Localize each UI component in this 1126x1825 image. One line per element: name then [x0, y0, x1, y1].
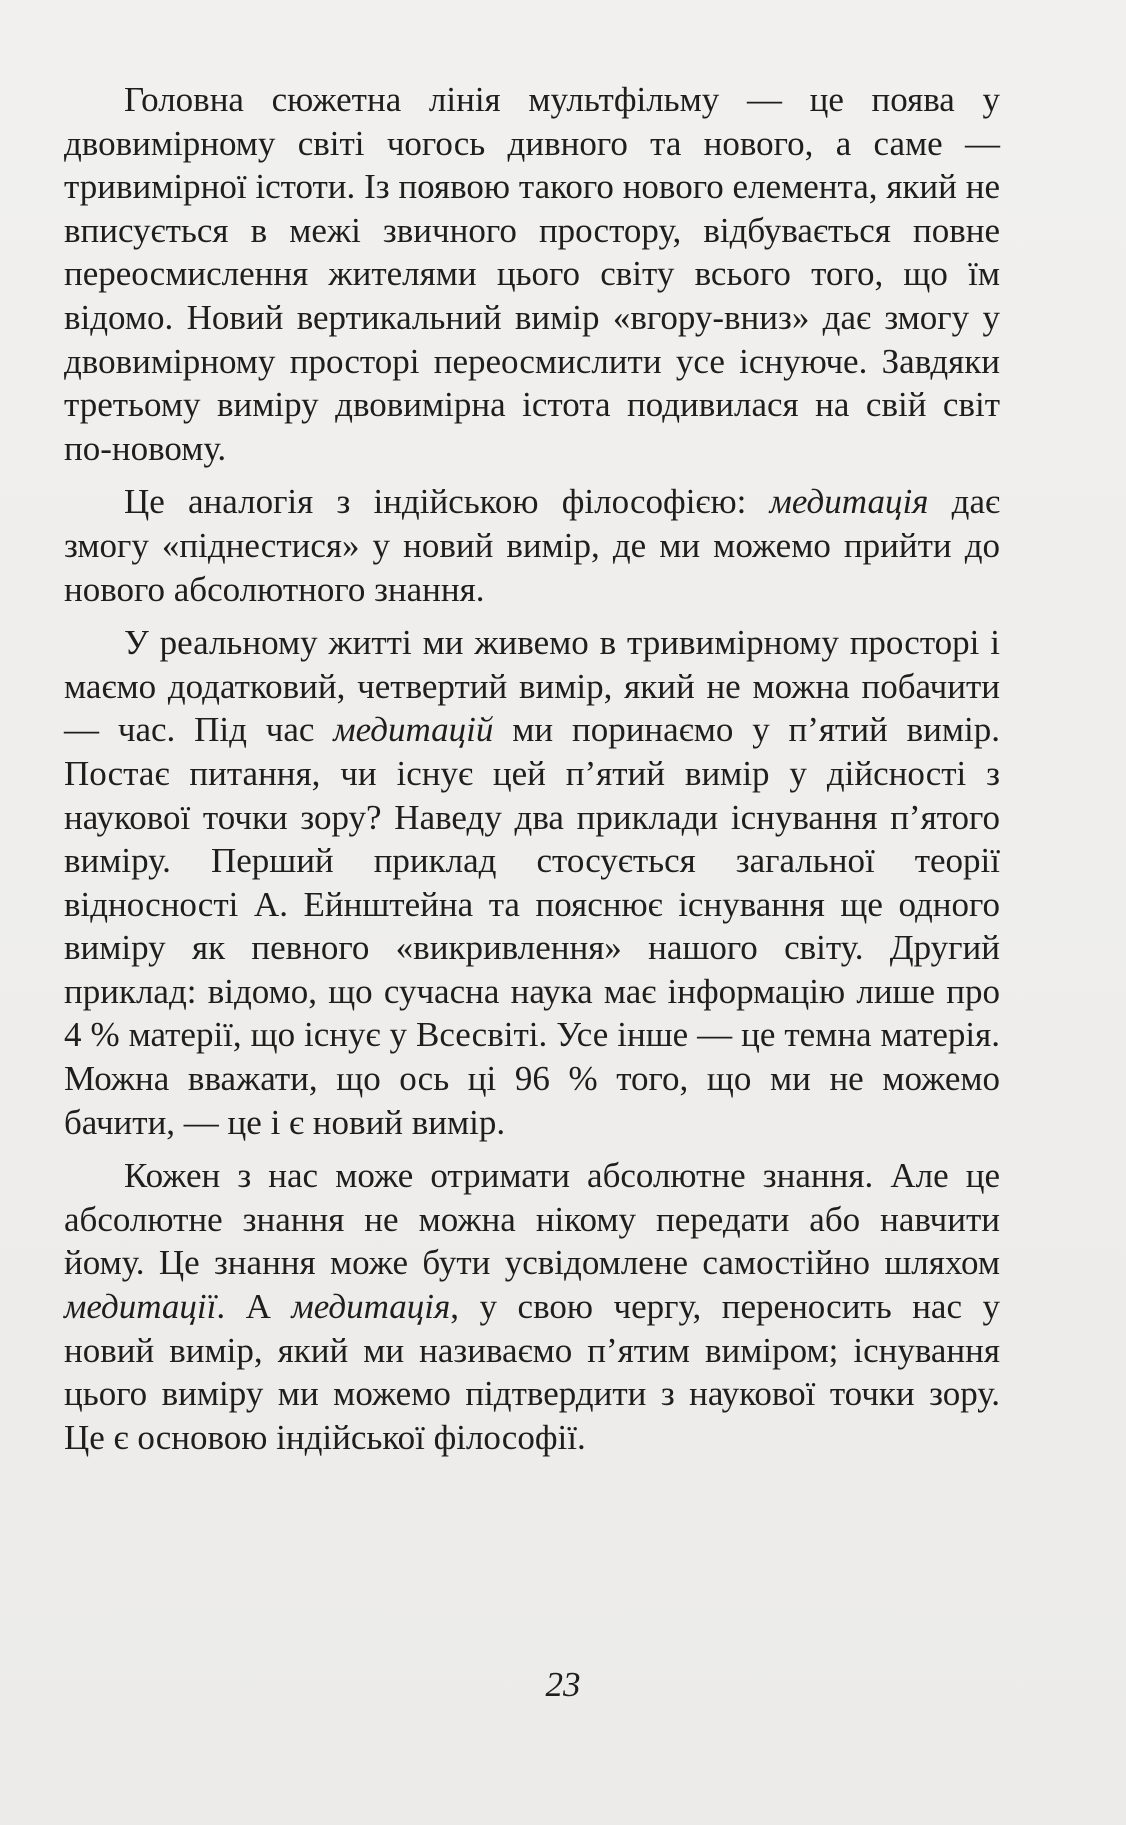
paragraph-4 — [64, 1154, 1000, 1459]
italic-term: медитацій — [333, 710, 494, 750]
paragraph-text: . А — [216, 1287, 292, 1327]
paragraph-text: ми поринаємо у п’ятий вимір. Постає питання, чи існує цей п’ятий вимір у дійсності з наукової точки зору? Наведу два приклади існування п’ятого виміру. Перший приклад стосується загальної теорії відносності А. Ейнштейна та пояснює існування ще одного виміру як певного «викривлення» нашого світу. Другий приклад: відомо, що сучасна наука має інформацію лише про 4 % матерії, що існує у Всесвіті. Усе інше — це темна матерія. Можна вважати, що ось ці 96 % того, що ми не можемо бачити, — це і є новий вимір. — [64, 710, 1000, 1142]
paragraph-text: дає змогу «піднестися» у новий вимір, де ми можемо прийти до нового абсолютного знання. — [64, 482, 1000, 609]
page-number: 23 — [545, 1665, 581, 1704]
paragraph-text: У реальному житті ми живемо в тривимірному просторі і маємо додатковий, четвертий вимір, який не можна побачити — час. Під час — [64, 623, 1000, 750]
paragraph-1 — [64, 78, 1000, 470]
paragraph-text: Головна сюжетна лінія мультфільму — це поява у двовимірному світі чогось дивного та нового, а саме — тривимірної істоти. Із появою такого нового елемента, який не вписується в межі звичного простору, відбувається повне переосмислення жителями цього світу всього того, що їм відомо. Новий вертикальний вимір «вгору-вниз» дає змогу у двовимірному просторі переосмислити усе існуюче. Завдяки третьому виміру двовимірна істота подивилася на свій світ по-новому. — [64, 80, 1000, 468]
italic-term: медитація — [769, 482, 929, 522]
paragraph-3 — [64, 621, 1000, 1144]
italic-term: медитація — [291, 1287, 451, 1327]
paragraph-text: Це аналогія з індійською філософією: — [124, 482, 770, 522]
italic-term: медитації — [64, 1287, 217, 1327]
paragraph-text: , у свою чергу, переносить нас у новий вимір, який ми називаємо п’ятим виміром; існування цього виміру ми можемо підтвердити з наукової точки зору. Це є основою індійської філософії. — [64, 1287, 1000, 1457]
paragraph-2 — [64, 480, 1000, 611]
body-text — [64, 78, 1000, 1469]
paragraph-text: Кожен з нас може отримати абсолютне знання. Але це абсолютне знання не можна нікому передати або навчити йому. Це знання може бути усвідомлене самостійно шляхом — [64, 1156, 1000, 1283]
